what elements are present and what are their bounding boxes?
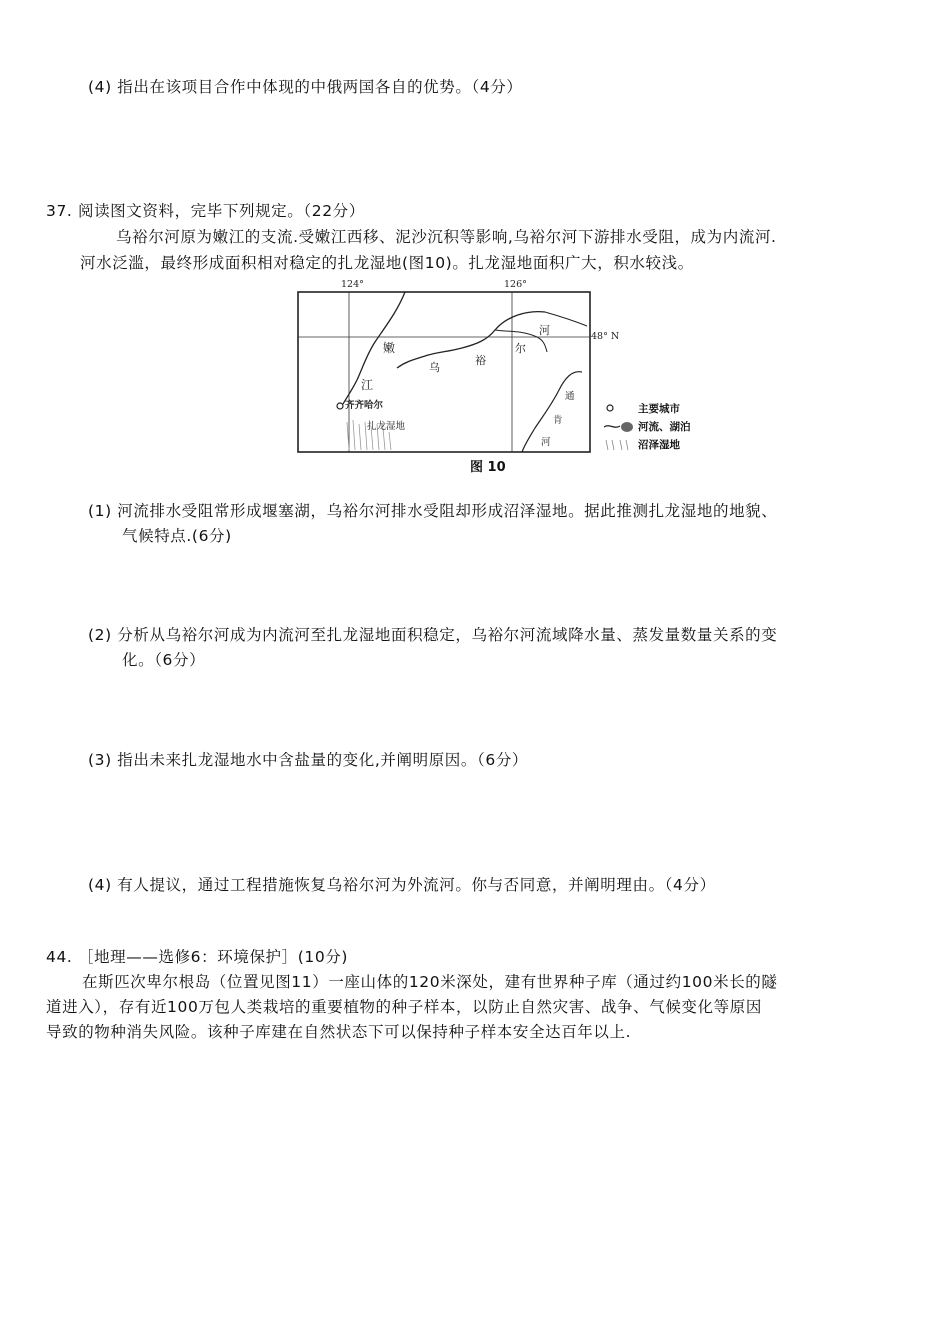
- q37-paragraph-line2: 河水泛滥，最终形成面积相对稳定的扎龙湿地(图10)。扎龙湿地面积广大，积水较浅。: [80, 254, 694, 272]
- q37-title: 37. 阅读图文资料，完毕下列规定。（22分）: [46, 202, 365, 220]
- q44-paragraph-line2: 道进入），存有近100万包人类栽培的重要植物的种子样本，以防止自然灾害、战争、气候变化等原因: [46, 998, 762, 1016]
- map-label-jiang: 江: [361, 378, 374, 392]
- map-drawing: [297, 282, 591, 454]
- map-label-ken: 肯: [553, 415, 563, 426]
- map-label-er: 尔: [515, 342, 526, 355]
- q37-paragraph-line1: 乌裕尔河原为嫩江的支流.受嫩江西移、泥沙沉积等影响,乌裕尔河下游排水受阻，成为内流河.: [116, 228, 777, 246]
- qiqihaer-city-marker: [337, 403, 343, 409]
- map-label-tong: 通: [565, 391, 575, 402]
- figure-10-caption: 图 10: [470, 460, 506, 475]
- q37-part3: (3) 指出未来扎龙湿地水中含盐量的变化,并阐明原因。（6分）: [88, 751, 529, 769]
- map-label-he2: 河: [541, 437, 551, 448]
- q37-part1-line1: (1) 河流排水受阻常形成堰塞湖，乌裕尔河排水受阻却形成沼泽湿地。据此推测扎龙湿地的地貌、: [88, 502, 778, 520]
- q44-paragraph-line3: 导致的物种消失风险。该种子库建在自然状态下可以保持种子样本安全达百年以上.: [46, 1023, 632, 1041]
- map-label-yu: 裕: [475, 354, 486, 367]
- q44-paragraph-line1: 在斯匹次卑尔根岛（位置见图11）一座山体的120米深处，建有世界种子库（通过约100米长的隧: [82, 973, 778, 991]
- map-frame: [298, 292, 590, 452]
- map-label-nen: 嫩: [383, 341, 396, 355]
- map-label-wu: 乌: [429, 361, 440, 374]
- map-label-zhalong: 扎龙湿地: [367, 421, 406, 432]
- map-label-he: 河: [539, 324, 550, 337]
- q37-part4: (4) 有人提议，通过工程措施恢复乌裕尔河为外流河。你与否同意，并阐明理由。（4分）: [88, 876, 716, 894]
- q37-part1-line2: 气候特点.(6分): [122, 527, 232, 545]
- longitude-126-label: 126°: [504, 279, 527, 290]
- longitude-124-label: 124°: [341, 279, 364, 290]
- q36-part4: (4) 指出在该项目合作中体现的中俄两国各自的优势。（4分）: [88, 78, 523, 96]
- q37-part2-line2: 化。（6分）: [122, 651, 206, 669]
- q37-part2-line1: (2) 分析从乌裕尔河成为内流河至扎龙湿地面积稳定，乌裕尔河流域降水量、蒸发量数量关系的变: [88, 626, 778, 644]
- latitude-48-label: 48° N: [591, 331, 620, 342]
- figure-10-map: [297, 279, 620, 454]
- map-label-qiqihaer: 齐齐哈尔: [345, 400, 384, 411]
- q44-title: 44. ［地理——选修6：环境保护］(10分): [46, 948, 349, 966]
